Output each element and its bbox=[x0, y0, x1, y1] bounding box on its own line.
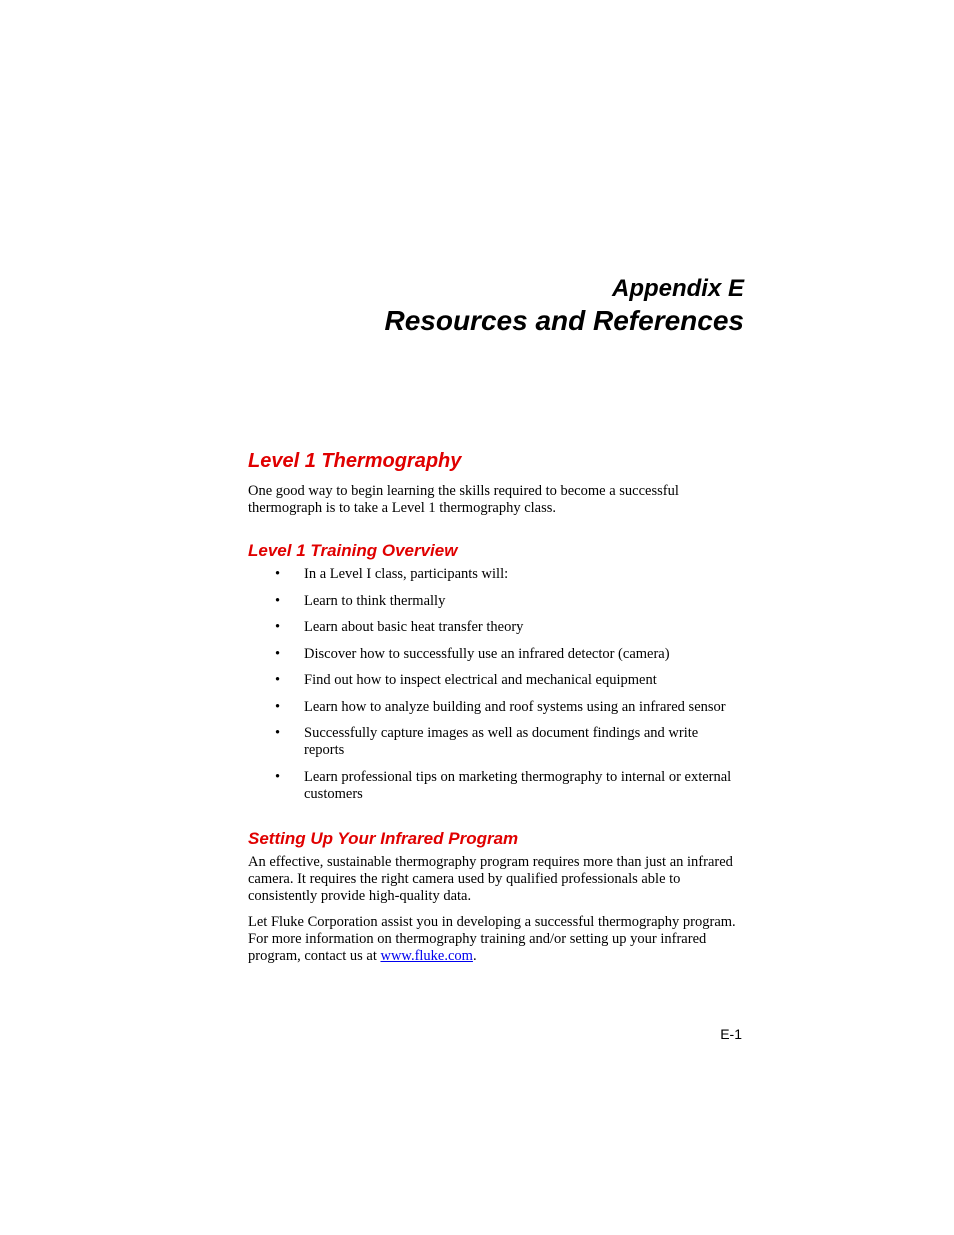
fluke-website-link[interactable]: www.fluke.com bbox=[380, 948, 473, 964]
list-item: • Learn to think thermally bbox=[275, 592, 446, 609]
page-content bbox=[248, 448, 738, 974]
page-number: E-1 bbox=[720, 1026, 742, 1042]
section-heading-infrared-program: Setting Up Your Infrared Program bbox=[248, 829, 519, 848]
list-item: • Discover how to successfully use an infrared detector (camera) bbox=[275, 645, 670, 662]
bullet-icon: • bbox=[275, 725, 281, 741]
chapter-title: Resources and References bbox=[384, 305, 744, 336]
appendix-label: Appendix E bbox=[611, 275, 744, 302]
list-item: • Learn about basic heat transfer theory bbox=[275, 619, 524, 635]
bullet-icon: • bbox=[275, 566, 281, 582]
chapter-heading bbox=[384, 274, 744, 338]
section-heading-training-overview: Level 1 Training Overview bbox=[248, 541, 458, 560]
section-paragraph: An effective, sustainable thermography program requires more than just an infrared camera. It requires the right camera used by qualified professionals able to consistently provide high-quality data. bbox=[248, 854, 733, 904]
section-heading-level1-thermography: Level 1 Thermography bbox=[248, 450, 462, 472]
list-item: • Learn how to analyze building and roof systems using an infrared sensor bbox=[275, 698, 726, 715]
section-paragraph: Let Fluke Corporation assist you in developing a successful thermography program. For more information on thermography training and/or setting up your infrared program, contact us at www.fluke.com. bbox=[248, 914, 736, 964]
bullet-icon: • bbox=[275, 698, 281, 715]
section-paragraph: One good way to begin learning the skills required to become a successful thermograph is to take a Level 1 thermography class. bbox=[248, 483, 679, 516]
bullet-icon: • bbox=[275, 768, 281, 785]
list-item: • Find out how to inspect electrical and mechanical equipment bbox=[275, 672, 657, 688]
list-item: • Successfully capture images as well as document findings and write reports bbox=[275, 725, 699, 758]
list-item: • Learn professional tips on marketing thermography to internal or external customers bbox=[275, 768, 732, 802]
bullet-icon: • bbox=[275, 645, 281, 662]
list-item: • In a Level I class, participants will: bbox=[275, 566, 509, 582]
bullet-icon: • bbox=[275, 672, 281, 688]
training-list bbox=[248, 566, 738, 803]
bullet-icon: • bbox=[275, 619, 281, 635]
bullet-icon: • bbox=[275, 592, 281, 609]
